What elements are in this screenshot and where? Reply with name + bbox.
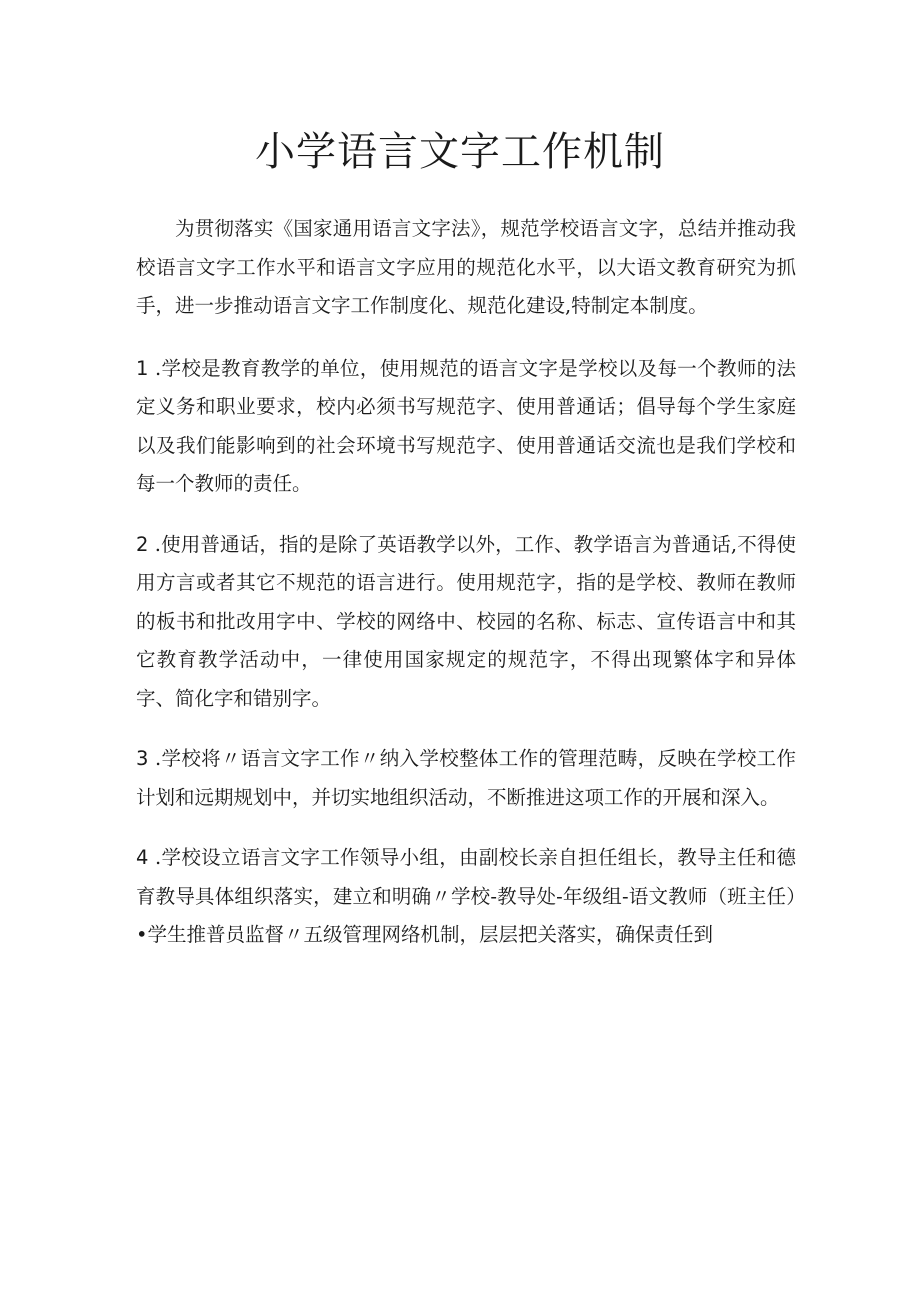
clause-text: .学校是教育教学的单位，使用规范的语言文字是学校以及每一个教师的法定义务和职业要求，校内必须书写规范字、使用普通话；倡导每个学生家庭以及我们能影响到的社会环境书写规范字、使用普通话交流也是我们学校和每一个教师的责任。 <box>136 356 796 495</box>
document-title: 小学语言文字工作机制 <box>255 129 665 175</box>
clause-paragraph-2 <box>136 526 796 719</box>
document-body <box>136 210 796 955</box>
clause-number: 2 <box>136 532 149 556</box>
clause-text: .学校设立语言文字工作领导小组，由副校长亲自担任组长，教导主任和德育教导具体组织落实，建立和明确〃学校-教导处-年级组-语文教师（班主任）•学生推普员监督〃五级管理网络机制，层层把关落实，确保责任到 <box>136 846 796 946</box>
intro-paragraph: 为贯彻落实《国家通用语言文字法》，规范学校语言文字，总结并推动我校语言文字工作水平和语言文字应用的规范化水平，以大语文教育研究为抓手，进一步推动语言文字工作制度化、规范化建设,特制定本制度。 <box>136 217 796 317</box>
clause-number: 3 <box>136 747 149 770</box>
clause-text: .使用普通话，指的是除了英语教学以外，工作、教学语言为普通话,不得使用方言或者其它不规范的语言进行。使用规范字，指的是学校、教师在教师的板书和批改用字中、学校的网络中、校园的名称、标志、宣传语言中和其它教育教学活动中，一律使用国家规定的规范字，不得出现繁体字和异体字、简化字和错别字。 <box>136 532 796 710</box>
clause-number: 1 <box>136 356 149 380</box>
clause-paragraph-4 <box>136 839 796 955</box>
clause-paragraph-1 <box>136 350 796 504</box>
clause-paragraph-3 <box>136 740 796 817</box>
clause-number: 4 <box>136 846 149 869</box>
clause-text: .学校将〃语言文字工作〃纳入学校整体工作的管理范畴，反映在学校工作计划和远期规划中，并切实地组织活动，不断推进这项工作的开展和深入。 <box>136 747 796 809</box>
